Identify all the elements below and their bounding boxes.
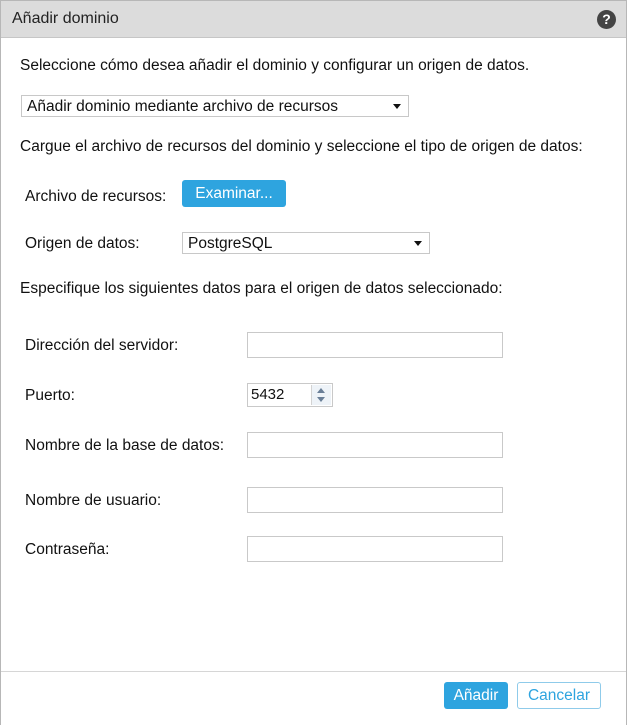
chevron-down-icon <box>414 241 422 246</box>
add-button[interactable]: Añadir <box>444 682 508 709</box>
password-label: Contraseña: <box>25 541 110 558</box>
cancel-button[interactable]: Cancelar <box>517 682 601 709</box>
method-select[interactable] <box>21 95 409 117</box>
port-label: Puerto: <box>25 387 75 404</box>
resource-file-label: Archivo de recursos: <box>25 188 167 205</box>
datasource-select-value: PostgreSQL <box>188 235 273 252</box>
port-value: 5432 <box>251 386 285 403</box>
help-icon[interactable]: ? <box>597 10 616 29</box>
specify-text: Especifique los siguientes datos para el origen de datos seleccionado: <box>20 280 503 297</box>
dialog-titlebar <box>1 1 626 38</box>
server-label: Dirección del servidor: <box>25 337 179 354</box>
server-address-input[interactable] <box>247 332 503 358</box>
password-input[interactable] <box>247 536 503 562</box>
dialog-footer <box>1 671 626 725</box>
database-label: Nombre de la base de datos: <box>25 437 225 454</box>
dialog-title: Añadir dominio <box>12 10 119 27</box>
username-input[interactable] <box>247 487 503 513</box>
chevron-down-icon <box>393 104 401 109</box>
method-select-value: Añadir dominio mediante archivo de recursos <box>27 98 339 115</box>
datasource-select[interactable] <box>182 232 430 254</box>
intro-text: Seleccione cómo desea añadir el dominio y configurar un origen de datos. <box>20 57 530 74</box>
spin-down-icon[interactable] <box>317 397 325 402</box>
port-spinner[interactable] <box>311 385 331 405</box>
spin-up-icon[interactable] <box>317 388 325 393</box>
database-name-input[interactable] <box>247 432 503 458</box>
browse-button[interactable]: Examinar... <box>182 180 286 207</box>
username-label: Nombre de usuario: <box>25 492 162 509</box>
datasource-label: Origen de datos: <box>25 235 140 252</box>
upload-instruction: Cargue el archivo de recursos del dominio y seleccione el tipo de origen de datos: <box>20 138 583 155</box>
